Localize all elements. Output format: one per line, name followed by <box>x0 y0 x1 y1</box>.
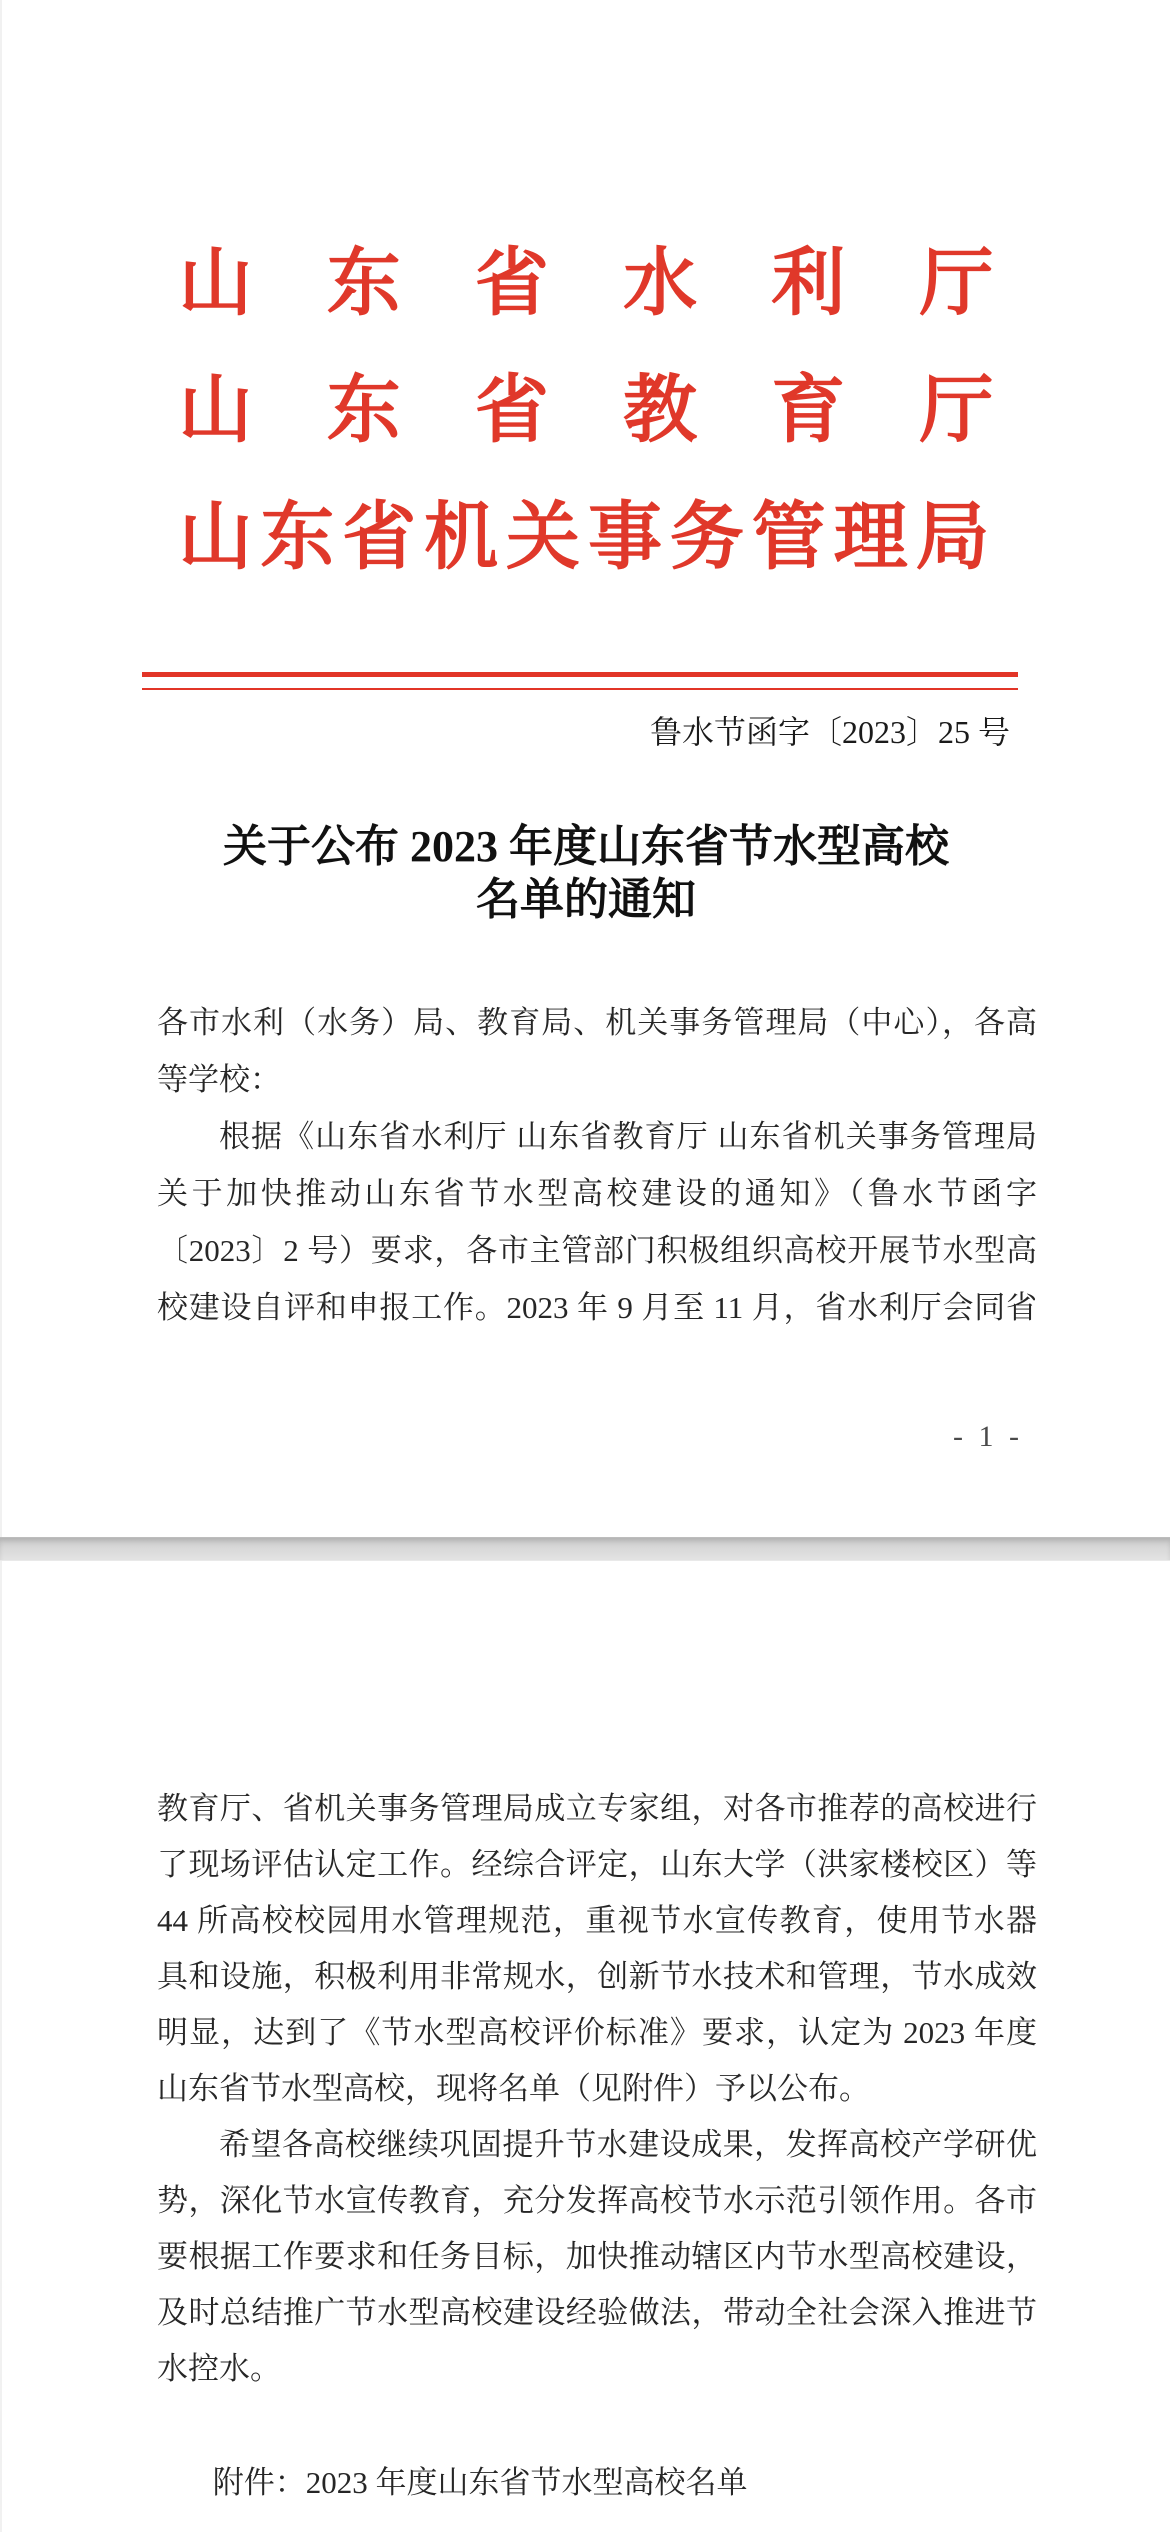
red-separator <box>142 672 1018 690</box>
body-line: 山东省节水型高校，现将名单（见附件）予以公布。 <box>157 2071 870 2106</box>
letterhead-line-gov-offices-admin: 山东省机关事务管理局 <box>178 497 994 579</box>
page-1-body <box>157 994 1037 1336</box>
notice-title <box>2 820 1170 926</box>
body-line: 〔2023〕2 号）要求，各市主管部门积极组织高校开展节水型高 <box>157 1233 1037 1268</box>
body-line: 水控水。 <box>157 2351 281 2386</box>
red-separator-thin-line <box>142 688 1018 690</box>
salutation-line: 各市水利（水务）局、教育局、机关事务管理局（中心），各高 <box>157 1005 1037 1040</box>
notice-title-line-2: 名单的通知 <box>476 875 696 924</box>
body-line: 了现场评估认定工作。经综合评定，山东大学（洪家楼校区）等 <box>157 1847 1037 1882</box>
letterhead-line-water-dept: 山 东 省 水 利 厅 <box>178 243 994 325</box>
body-line: 希望各高校继续巩固提升节水建设成果，发挥高校产学研优 <box>219 2127 1037 2162</box>
salutation-line: 等学校： <box>157 1062 281 1097</box>
letterhead-line-education-dept: 山 东 省 教 育 厅 <box>178 370 994 452</box>
body-line: 要根据工作要求和任务目标，加快推动辖区内节水型高校建设， <box>157 2239 1037 2274</box>
body-line: 校建设自评和申报工作。2023 年 9 月至 11 月，省水利厅会同省 <box>157 1290 1037 1325</box>
document-page-2 <box>0 1561 1170 2532</box>
page-number: - 1 - <box>953 1420 1023 1453</box>
attachment-line: 附件：2023 年度山东省节水型高校名单 <box>212 2465 748 2500</box>
notice-title-line-1: 关于公布 2023 年度山东省节水型高校 <box>223 822 949 871</box>
body-line: 教育厅、省机关事务管理局成立专家组，对各市推荐的高校进行 <box>157 1791 1037 1826</box>
body-line: 势，深化节水宣传教育，充分发挥高校节水示范引领作用。各市 <box>157 2183 1037 2218</box>
body-line: 及时总结推广节水型高校建设经验做法，带动全社会深入推进节 <box>157 2295 1037 2330</box>
letterhead <box>179 0 994 602</box>
document-number: 鲁水节函字〔2023〕25 号 <box>649 714 1010 750</box>
body-line: 明显，达到了《节水型高校评价标准》要求，认定为 2023 年度 <box>157 2015 1037 2050</box>
body-line: 具和设施，积极利用非常规水，创新节水技术和管理，节水成效 <box>157 1959 1037 1994</box>
body-line: 根据《山东省水利厅 山东省教育厅 山东省机关事务管理局 <box>219 1119 1037 1154</box>
page-2-body <box>157 1561 1037 2511</box>
body-line: 关于加快推动山东省节水型高校建设的通知》（鲁水节函字 <box>157 1176 1037 1211</box>
page-gap-band <box>0 1537 1170 1561</box>
body-line: 44 所高校校园用水管理规范，重视节水宣传教育，使用节水器 <box>157 1903 1037 1938</box>
